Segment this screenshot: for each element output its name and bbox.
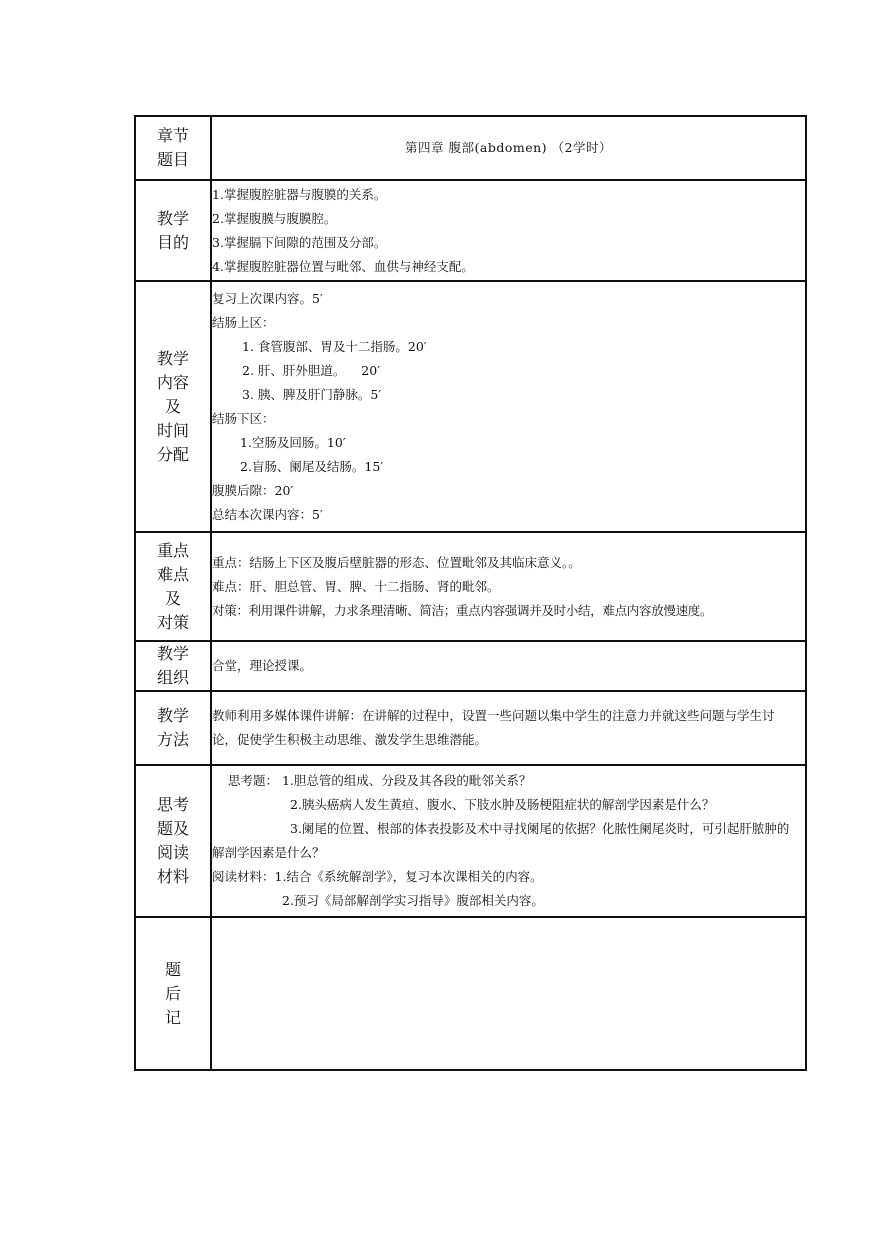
label-questions: 思考 题及 阅读 材料	[135, 765, 211, 917]
postscript-area[interactable]	[211, 917, 806, 1070]
label-keypoints: 重点 难点 及 对策	[135, 532, 211, 641]
strategy-line: 对策：利用课件讲解，力求条理清晰、简洁；重点内容强调并及时小结，难点内容放慢速度。	[212, 602, 713, 618]
schedule-line: 结肠上区：	[212, 314, 275, 330]
label-organization: 教学 组织	[135, 641, 211, 691]
question-3: 3.阑尾的位置、根部的体表投影及术中寻找阑尾的依据？化脓性阑尾炎时，可引起肝脓肿的解剖学因素是什么？	[212, 821, 790, 860]
schedule-line: 复习上次课内容。5′	[212, 290, 323, 306]
chapter-title: 第四章 腹部(abdomen) （2学时）	[211, 116, 806, 180]
row-objectives	[135, 180, 806, 281]
label-objectives: 教学 目的	[135, 180, 211, 281]
row-organization	[135, 641, 806, 691]
method-text: 教师利用多媒体课件讲解：在讲解的过程中，设置一些问题以集中学生的注意力并就这些问题与学生讨论，促使学生积极主动思维、激发学生思维潜能。	[211, 691, 806, 765]
row-postscript	[135, 917, 806, 1070]
row-method	[135, 691, 806, 765]
row-questions	[135, 765, 806, 917]
label-chapter: 章节 题目	[135, 116, 211, 180]
schedule-line: 总结本次课内容：5′	[212, 506, 323, 522]
objectives-list	[211, 180, 806, 281]
question-2: 2.胰头癌病人发生黄疸、腹水、下肢水肿及肠梗阻症状的解剖学因素是什么？	[290, 797, 715, 812]
lesson-plan-table	[134, 115, 807, 1071]
questions-text	[211, 765, 806, 917]
schedule-line: 2.盲肠、阑尾及结肠。15′	[240, 458, 384, 474]
keypoints-text	[211, 532, 806, 641]
content-schedule	[211, 281, 806, 532]
schedule-line: 结肠下区：	[212, 410, 275, 426]
schedule-line: 腹膜后隙：20′	[212, 482, 294, 498]
reading-2: 2.预习《局部解剖学实习指导》腹部相关内容。	[282, 893, 544, 908]
row-content	[135, 281, 806, 532]
objective-item: 2.掌握腹膜与腹膜腔。	[212, 210, 337, 226]
organization-text: 合堂，理论授课。	[211, 641, 806, 691]
difficulty-line: 难点：肝、胆总管、胃、脾、十二指肠、肾的毗邻。	[212, 578, 500, 594]
objective-item: 4.掌握腹腔脏器位置与毗邻、血供与神经支配。	[212, 258, 474, 274]
row-keypoints	[135, 532, 806, 641]
row-chapter	[135, 116, 806, 180]
question-1: 思考题： 1.胆总管的组成、分段及其各段的毗邻关系？	[228, 773, 532, 788]
label-content: 教学 内容 及 时间 分配	[135, 281, 211, 532]
objective-item: 3.掌握膈下间隙的范围及分部。	[212, 234, 387, 250]
schedule-line: 3. 胰、脾及肝门静脉。5′	[242, 386, 382, 402]
label-postscript: 题 后 记	[135, 917, 211, 1070]
keypoint-line: 重点：结肠上下区及腹后壁脏器的形态、位置毗邻及其临床意义。。	[212, 554, 581, 570]
objective-item: 1.掌握腹腔脏器与腹膜的关系。	[212, 186, 387, 202]
schedule-line: 2. 肝、肝外胆道。 20′	[242, 362, 381, 378]
reading-1: 阅读材料：1.结合《系统解剖学》，复习本次课相关的内容。	[212, 869, 543, 884]
label-method: 教学 方法	[135, 691, 211, 765]
schedule-line: 1. 食管腹部、胃及十二指肠。20′	[242, 338, 427, 354]
schedule-line: 1.空肠及回肠。10′	[240, 434, 346, 450]
